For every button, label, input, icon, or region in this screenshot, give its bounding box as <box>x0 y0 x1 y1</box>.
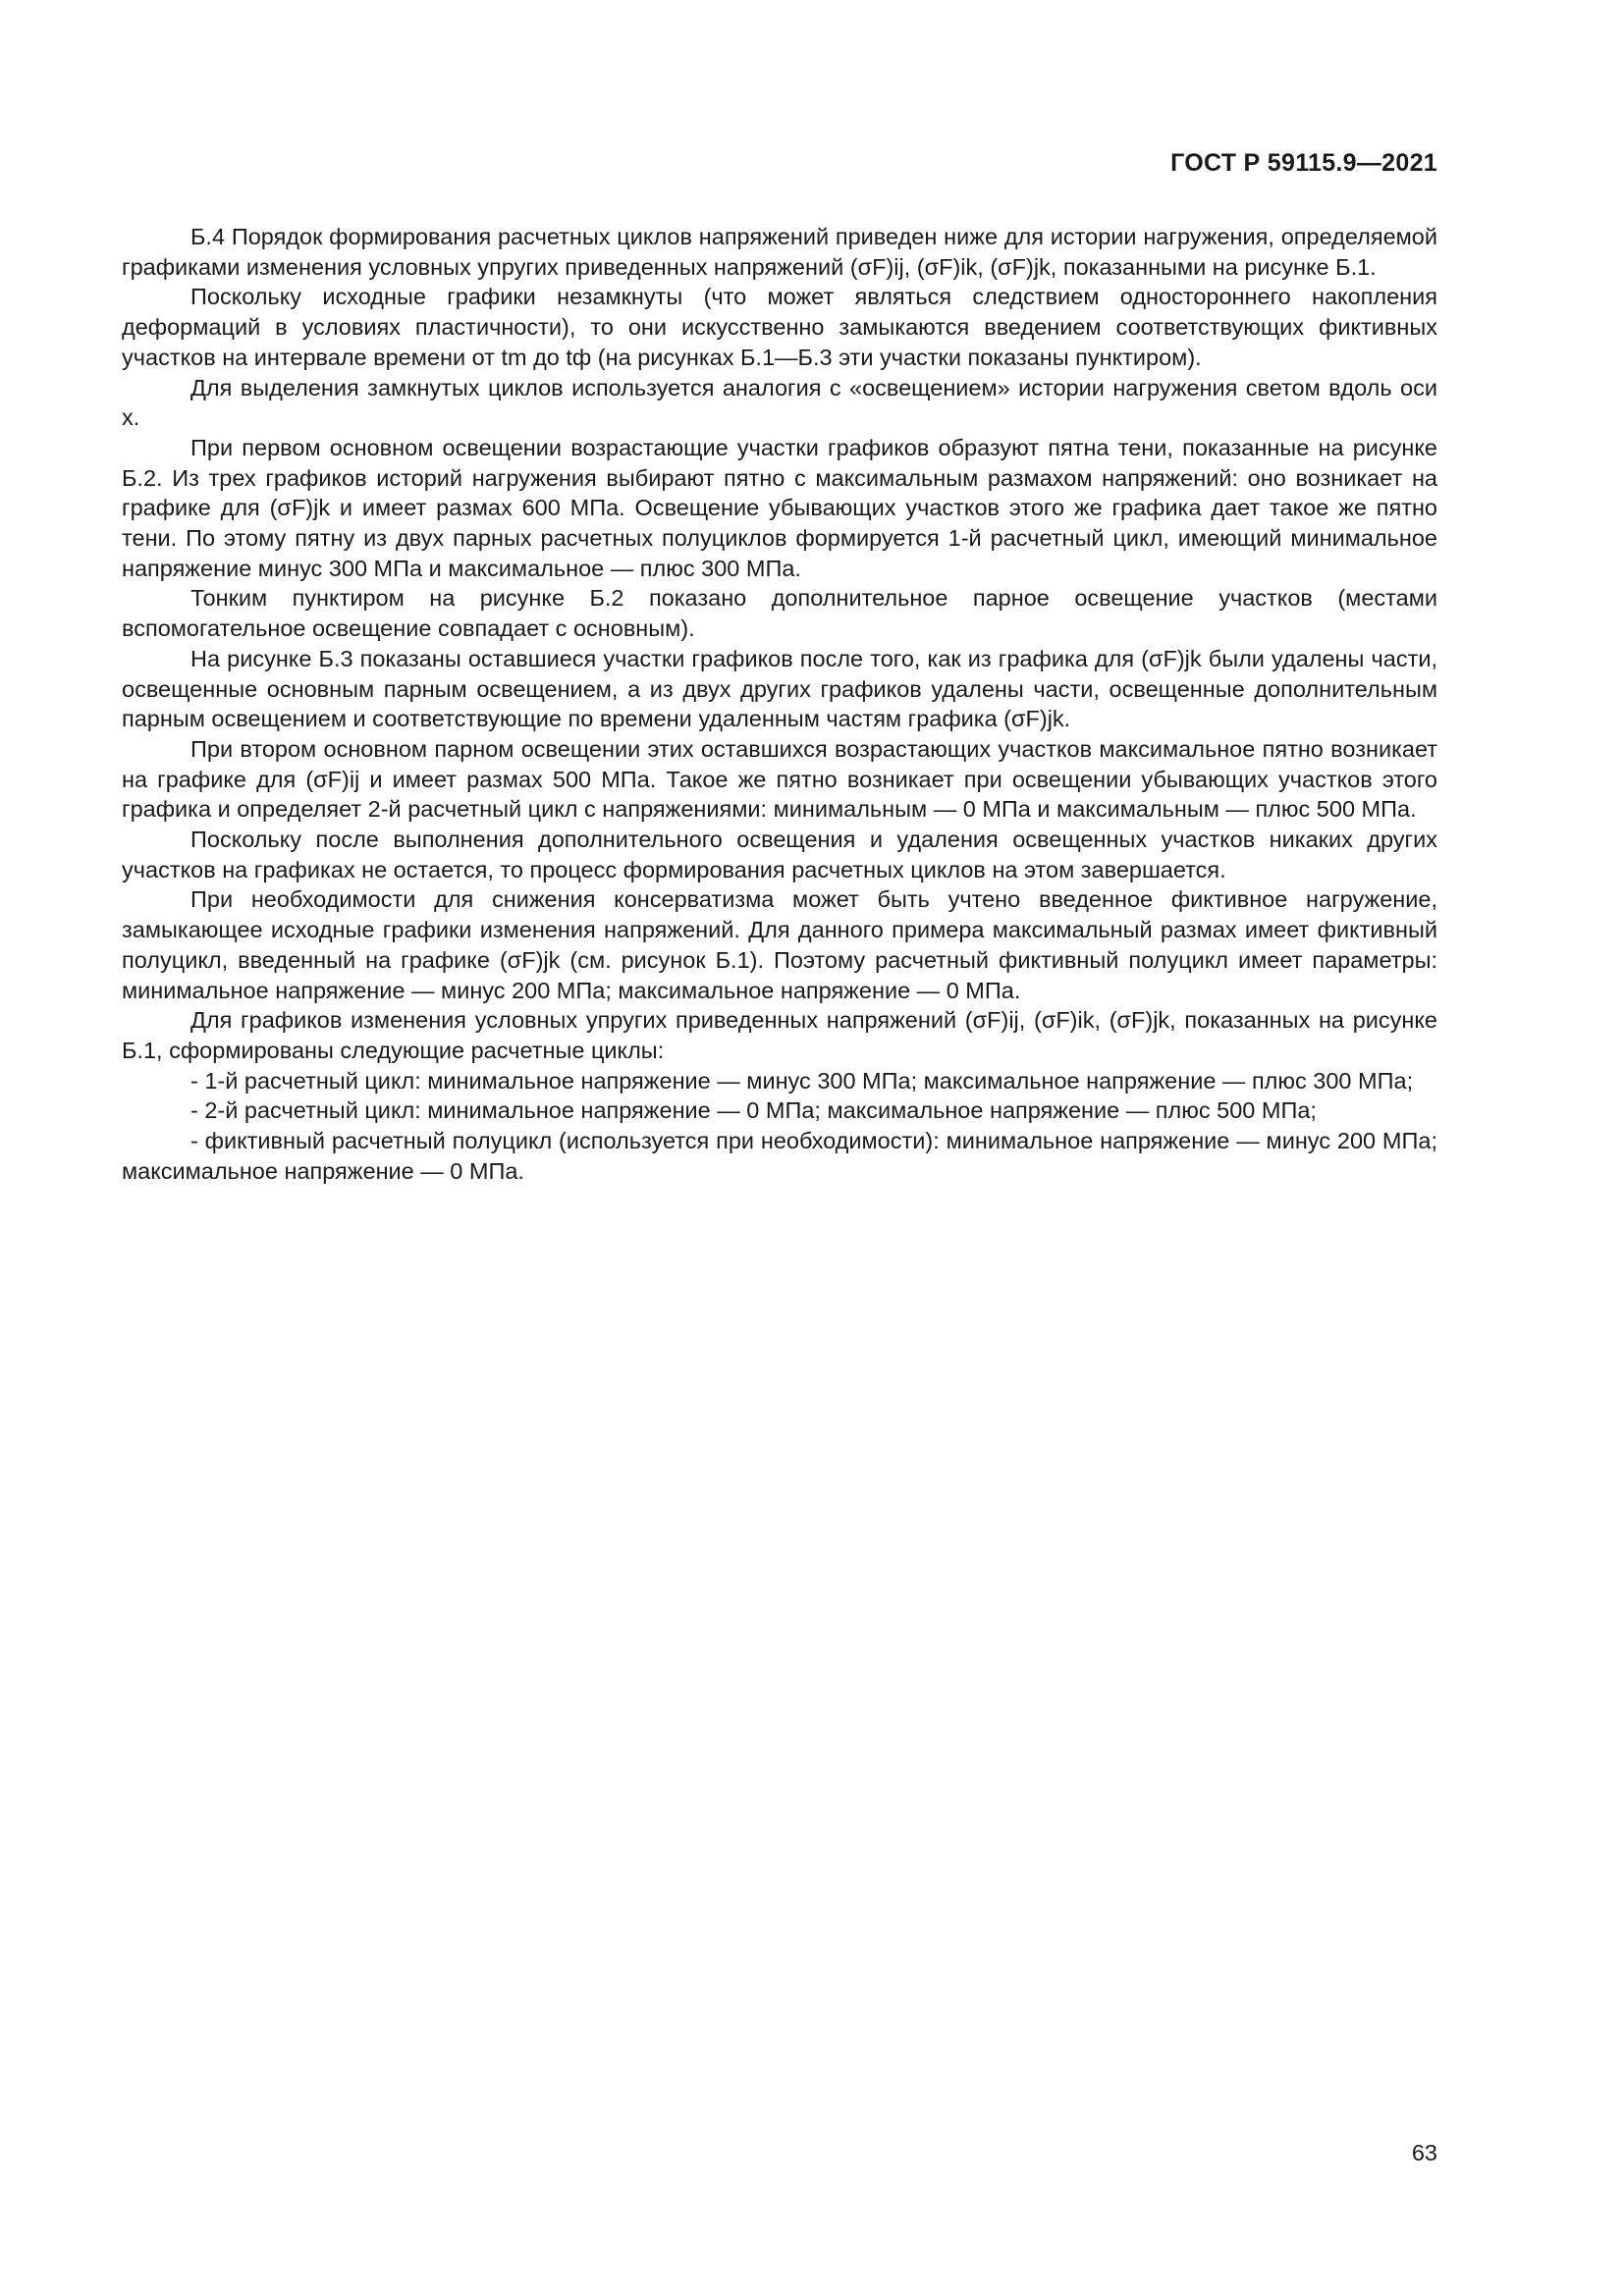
paragraph-illumination-analogy: Для выделения замкнутых циклов используется аналогия с «освещением» истории нагружения светом вдоль оси x. <box>122 374 1437 431</box>
paragraph-fictive-loading: При необходимости для снижения консерватизма может быть учтено введенное фиктивное нагружение, замыкающее исходные графики изменения напряжений. Для данного примера максимальный размах имеет фиктивный полуцикл, введенный на графике (σF)jk (см. рисунок Б.1). Поэтому расчетный фиктивный полуцикл имеет параметры: минимальное напряжение — минус 200 МПа; максимальное напряжение — 0 МПа. <box>122 886 1437 1003</box>
paragraph-cycles-summary: Для графиков изменения условных упругих приведенных напряжений (σF)ij, (σF)ik, (σF)jk, показанных на рисунке Б.1, сформированы следующие расчетные циклы: <box>122 1007 1437 1063</box>
standard-code-header: ГОСТ Р 59115.9—2021 <box>1170 149 1437 177</box>
paragraph-thin-dotted: Тонким пунктиром на рисунке Б.2 показано дополнительное парное освещение участков (местами вспомогательное освещение совпадает с основным). <box>122 585 1437 642</box>
paragraph-closing-graphs: Поскольку исходные графики незамкнуты (что может являться следствием одностороннего накопления деформаций в условиях пластичности), то они искусственно замыкаются введением соответствующих фиктивных участков на интервале времени от tm до tф (на рисунках Б.1—Б.3 эти участки показаны пунктиром). <box>122 284 1437 370</box>
document-body <box>122 222 1437 1187</box>
list-item-fictive-halfcycle: - фиктивный расчетный полуцикл (используется при необходимости): минимальное напряжение — минус 200 МПа; максимальное напряжение — 0 МПа. <box>122 1128 1437 1184</box>
list-item-cycle-1: - 1-й расчетный цикл: минимальное напряжение — минус 300 МПа; максимальное напряжение — плюс 300 МПа; <box>190 1067 1414 1094</box>
paragraph-figure-b3: На рисунке Б.3 показаны оставшиеся участки графиков после того, как из графика для (σF)jk были удалены части, освещенные основным парным освещением, а из двух других графиков удалены части, освещенные дополнительным парным освещением и соответствующие по времени удаленным частям графика (σF)jk. <box>122 645 1437 732</box>
paragraph-process-complete: Поскольку после выполнения дополнительного освещения и удаления освещенных участков никаких других участков на графиках не остается, то процесс формирования расчетных циклов на этом завершается. <box>122 827 1437 882</box>
page-number: 63 <box>1411 2140 1437 2165</box>
paragraph-first-illumination: При первом основном освещении возрастающие участки графиков образуют пятна тени, показанные на рисунке Б.2. Из трех графиков историй нагружения выбирают пятно с максимальным размахом напряжений: оно возникает на графике для (σF)jk и имеет размах 600 МПа. Освещение убывающих участков этого же графика дает такое же пятно тени. По этому пятну из двух парных расчетных полуциклов формируется 1-й расчетный цикл, имеющий минимальное напряжение минус 300 МПа и максимальное — плюс 300 МПа. <box>122 434 1437 581</box>
list-item-cycle-2: - 2-й расчетный цикл: минимальное напряжение — 0 МПа; максимальное напряжение — плюс 500 МПа; <box>190 1097 1317 1124</box>
paragraph-b4-intro: Б.4 Порядок формирования расчетных циклов напряжений приведен ниже для истории нагружения, определяемой графиками изменения условных упругих приведенных напряжений (σF)ij, (σF)ik, (σF)jk, показанными на рисунке Б.1. <box>122 224 1437 280</box>
paragraph-second-illumination: При втором основном парном освещении этих оставшихся возрастающих участков максимальное пятно возникает на графике для (σF)ij и имеет размах 500 МПа. Такое же пятно возникает при освещении убывающих участков этого графика и определяет 2-й расчетный цикл с напряжениями: минимальным — 0 МПа и максимальным — плюс 500 МПа. <box>122 735 1437 823</box>
